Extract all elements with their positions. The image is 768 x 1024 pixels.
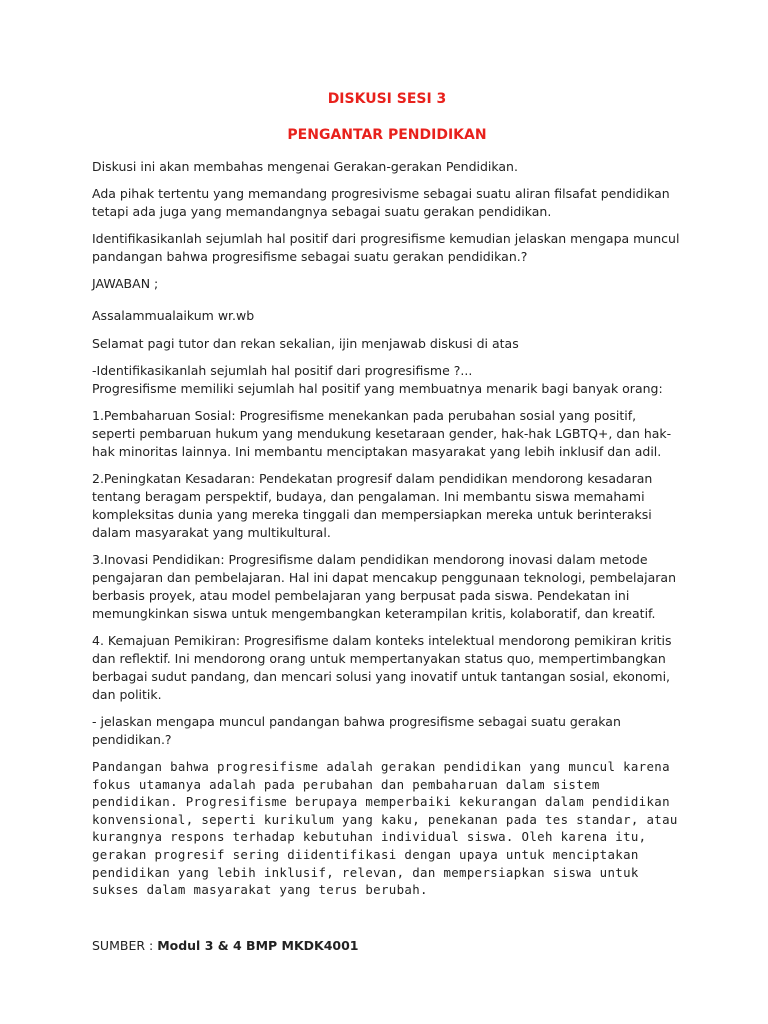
point-1: 1.Pembaharuan Sosial: Progresifisme menekankan pada perubahan sosial yang positif, seperti pembaruan hukum yang mendukung kesetaraan gender, hak-hak LGBTQ+, dan hak-hak minoritas lainnya. Ini membantu menciptakan masyarakat yang lebih inklusif dan adil. <box>92 408 672 459</box>
question1-block <box>92 362 682 398</box>
greeting-line: Selamat pagi tutor dan rekan sekalian, ijin menjawab diskusi di atas <box>92 336 519 351</box>
point-4: 4. Kemajuan Pemikiran: Progresifisme dalam konteks intelektual mendorong pemikiran kritis dan reflektif. Ini mendorong orang untuk mempertanyakan status quo, mempertimbangkan berbagai sudut pandang, dan mencari solusi yang inovatif untuk tantangan sosial, ekonomi, dan politik. <box>92 633 672 702</box>
document-title: DISKUSI SESI 3 <box>327 91 447 107</box>
source-value: Modul 3 & 4 BMP MKDK4001 <box>157 937 359 953</box>
answer-heading: JAWABAN ; <box>92 276 159 291</box>
source-label: SUMBER : <box>92 937 158 953</box>
intro-paragraph: Diskusi ini akan membahas mengenai Gerakan-gerakan Pendidikan. <box>92 159 518 174</box>
point-3: 3.Inovasi Pendidikan: Progresifisme dalam pendidikan mendorong inovasi dalam metode pengajaran dan pembelajaran. Hal ini dapat mencakup penggunaan teknologi, pembelajaran berbasis proyek, atau model pembelajaran yang berpusat pada siswa. Pendekatan ini memungkinkan siswa untuk mengembangkan keterampilan kritis, kolaboratif, dan kreatif. <box>92 552 677 621</box>
question1-text: -Identifikasikanlah sejumlah hal positif dari progresifisme ?... <box>92 363 473 378</box>
question1-lead: Progresifisme memiliki sejumlah hal positif yang membuatnya menarik bagi banyak orang: <box>92 381 663 396</box>
document-body <box>92 88 682 964</box>
point-2: 2.Peningkatan Kesadaran: Pendekatan progresif dalam pendidikan mendorong kesadaran tentang beragam perspektif, budaya, dan pengalaman. Ini membantu siswa memahami kompleksitas dunia yang mereka tinggali dan mempersiapkan mereka untuk berinteraksi dalam masyarakat yang multikultural. <box>92 471 653 540</box>
answer2-paragraph: Pandangan bahwa progresifisme adalah gerakan pendidikan yang muncul karena fokus utamanya adalah pada perubahan dan pembaharuan dalam sistem pendidikan. Progresifisme berupaya memperbaiki kekurangan dalam pendidikan konvensional, seperti kurikulum yang kaku, penekanan pada tes standar, atau kurangnya respons terhadap kebutuhan individual siswa. Oleh karena itu, gerakan progresif sering diidentifikasi dengan upaya untuk menciptakan pendidikan yang lebih inklusif, relevan, dan mempersiapkan siswa untuk sukses dalam masyarakat yang terus berubah. <box>92 759 678 898</box>
task-paragraph: Identifikasikanlah sejumlah hal positif dari progresifisme kemudian jelaskan mengapa muncul pandangan bahwa progresifisme sebagai suatu gerakan pendidikan.? <box>92 231 680 264</box>
source-line <box>92 937 682 955</box>
question2-text: - jelaskan mengapa muncul pandangan bahwa progresifisme sebagai suatu gerakan pendidikan.? <box>92 714 621 747</box>
context-paragraph: Ada pihak tertentu yang memandang progresivisme sebagai suatu aliran filsafat pendidikan tetapi ada juga yang memandangnya sebagai suatu gerakan pendidikan. <box>92 186 670 219</box>
document-subtitle: PENGANTAR PENDIDIKAN <box>287 127 487 143</box>
salam-line: Assalammualaikum wr.wb <box>92 308 255 323</box>
